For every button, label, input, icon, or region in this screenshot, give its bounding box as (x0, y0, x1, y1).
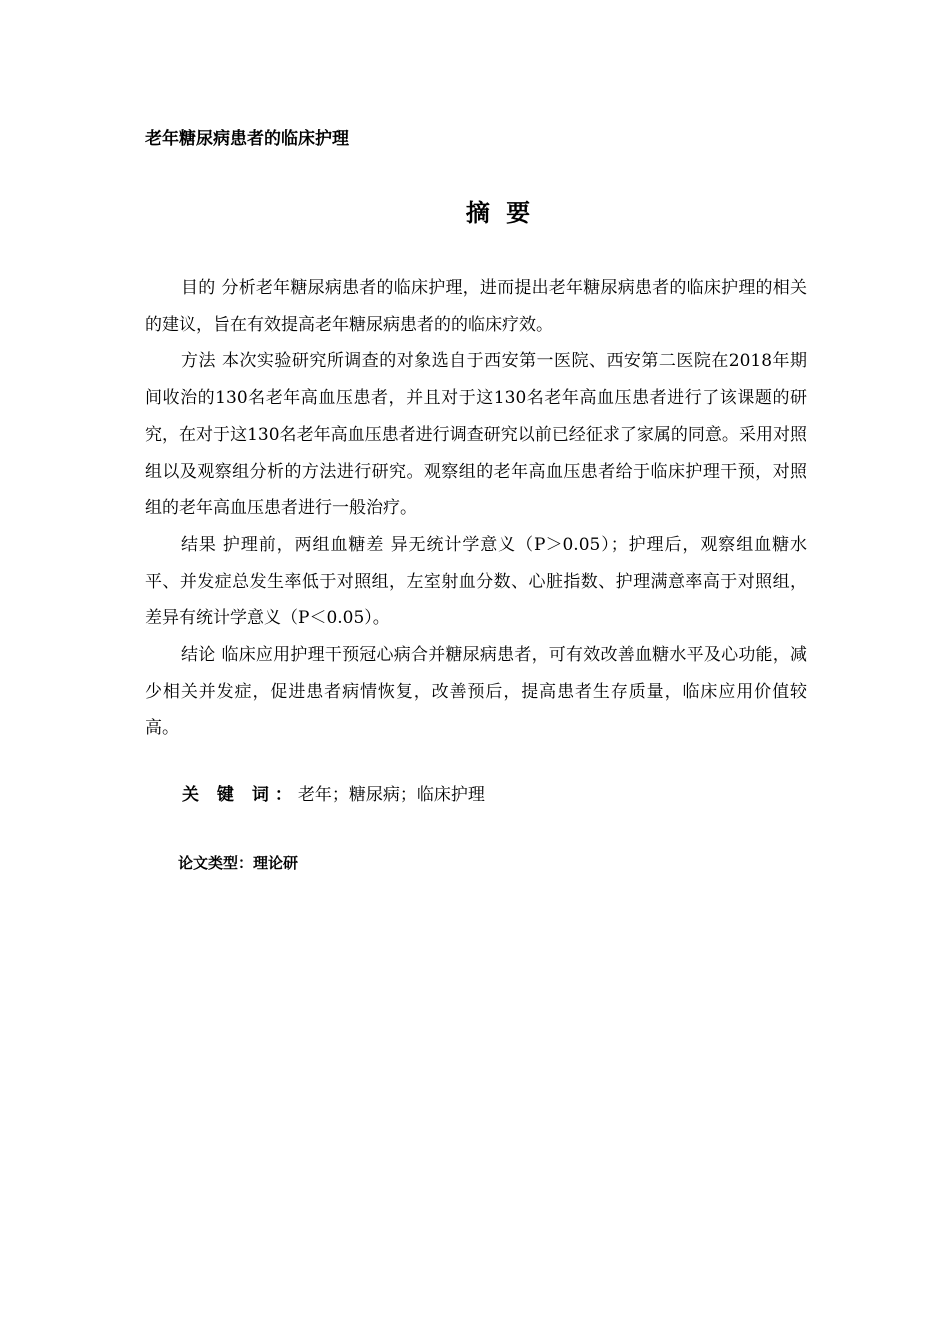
keywords-label: 关 键 词： (182, 785, 298, 805)
keywords-line (182, 780, 485, 805)
section-label-objective: 目的 (181, 278, 216, 298)
abstract-paragraph-method (145, 343, 807, 527)
keywords-value: 老年；糖尿病；临床护理 (297, 785, 485, 805)
paper-type: 论文类型：理论研 (178, 854, 299, 872)
document-title: 老年糖尿病患者的临床护理 (145, 129, 349, 149)
section-label-method: 方法 (181, 351, 216, 372)
section-label-conclusion: 结论 (181, 645, 216, 666)
section-text-conclusion: 临床应用护理干预冠心病合并糖尿病患者，可有效改善血糖水平及心功能，减少相关并发症，促进患者病情恢复，改善预后，提高患者生存质量，临床应用价值较高。 (145, 645, 808, 739)
abstract-body (145, 270, 807, 747)
abstract-heading: 摘 要 (465, 199, 535, 227)
abstract-paragraph-conclusion (145, 637, 807, 747)
abstract-paragraph-result (145, 527, 807, 637)
section-text-result: 护理前，两组血糖差 异无统计学意义（P＞0.05）；护理后，观察组血糖水平、并发症总发生率低于对照组，左室射血分数、心脏指数、护理满意率高于对照组，差异有统计学意义（P＜0.05）。 (145, 534, 808, 629)
section-text-method: 本次实验研究所调查的对象选自于西安第一医院、西安第二医院在2018年期间收治的130名老年高血压患者，并且对于这130名老年高血压患者进行了该课题的研究，在对于这130名老年高血压患者进行调查研究以前已经征求了家属的同意。采用对照组以及观察组分析的方法进行研究。观察组的老年高血压患者给于临床护理干预，对照组的老年高血压患者进行一般治疗。 (145, 351, 808, 519)
section-label-result: 结果 (181, 534, 217, 555)
section-text-objective: 分析老年糖尿病患者的临床护理，进而提出老年糖尿病患者的临床护理的相关的建议，旨在有效提高老年糖尿病患者的的临床疗效。 (145, 278, 808, 335)
abstract-paragraph-objective (145, 270, 807, 343)
